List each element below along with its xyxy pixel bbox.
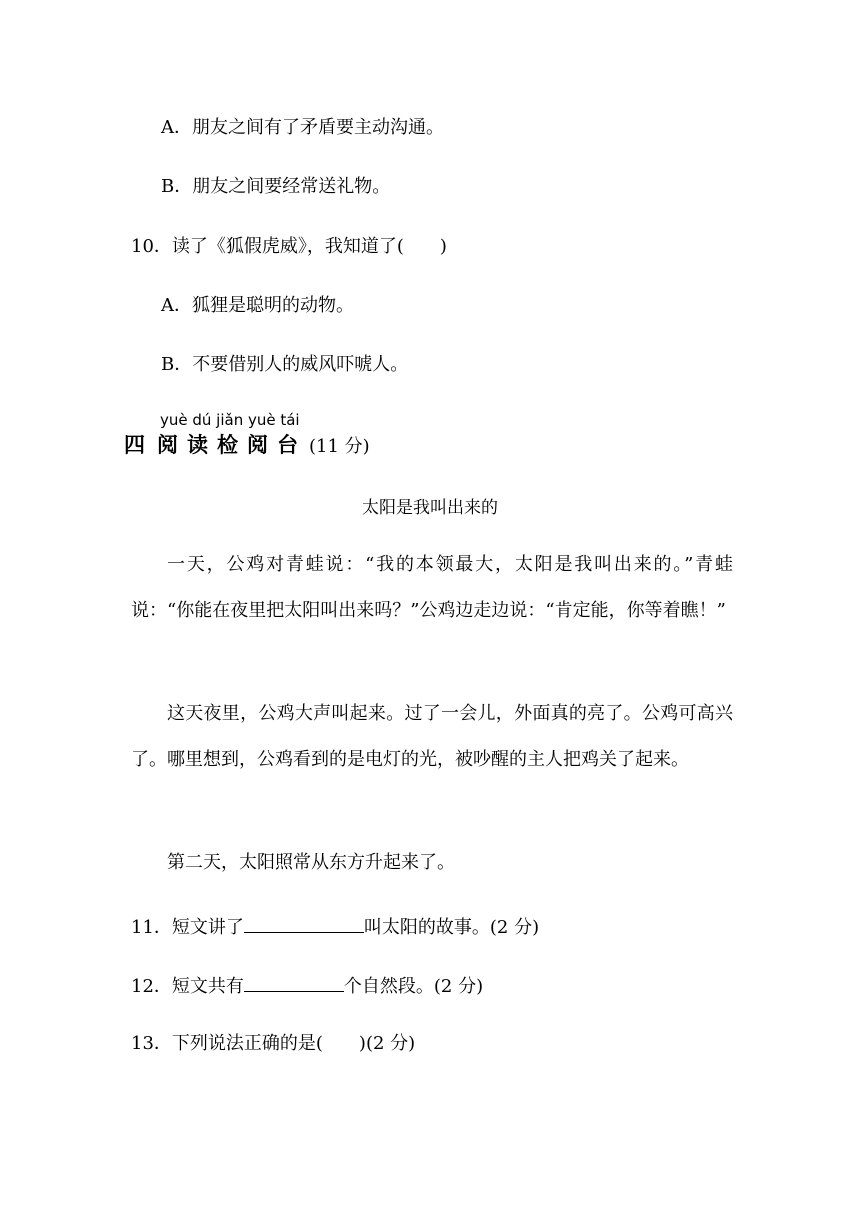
q9-option-a: A．朋友之间有了矛盾要主动沟通。 xyxy=(161,117,444,138)
q11-answer-blank[interactable] xyxy=(244,914,364,933)
story-paragraph: 一天，公鸡对青蛙说：“我的本领最大，太阳是我叫出来的。”青蛙说：“你能在夜里把太阳叫出来吗？”公鸡边走边说：“肯定能，你等着瞧！” xyxy=(131,554,733,621)
q10-stem: 10．读了《狐假虎威》，我知道了( ) xyxy=(131,236,447,257)
q10-option-b: B．不要借别人的威风吓唬人。 xyxy=(161,354,409,375)
section-pinyin: yuè dú jiǎn yuè tái xyxy=(160,411,300,429)
story-paragraph: 这天夜里，公鸡大声叫起来。过了一会儿，外面真的亮了。公鸡可高兴了。哪里想到，公鸡看到的是电灯的光，被吵醒的主人把鸡关了起来。 xyxy=(131,703,733,770)
section-number: 四 xyxy=(124,433,145,457)
q12-answer-blank[interactable] xyxy=(244,973,344,992)
story-paragraph: 第二天，太阳照常从东方升起来了。 xyxy=(167,852,455,873)
section-name: 阅读检阅台 xyxy=(157,433,307,457)
q12 xyxy=(131,973,483,999)
q9-option-b: B．朋友之间要经常送礼物。 xyxy=(161,176,391,197)
section-score: (11 分) xyxy=(309,436,370,457)
q13-stem: 13．下列说法正确的是( )(2 分) xyxy=(131,1033,416,1054)
q11-suffix: 叫太阳的故事。(2 分) xyxy=(363,917,540,938)
story-title: 太阳是我叫出来的 xyxy=(362,498,498,518)
q12-suffix: 个自然段。(2 分) xyxy=(343,976,484,997)
q10-option-a: A．狐狸是聪明的动物。 xyxy=(161,295,354,316)
section-title xyxy=(124,431,370,461)
q11-prefix: 11．短文讲了 xyxy=(131,917,244,938)
q12-prefix: 12．短文共有 xyxy=(131,976,244,997)
q11 xyxy=(131,914,539,940)
